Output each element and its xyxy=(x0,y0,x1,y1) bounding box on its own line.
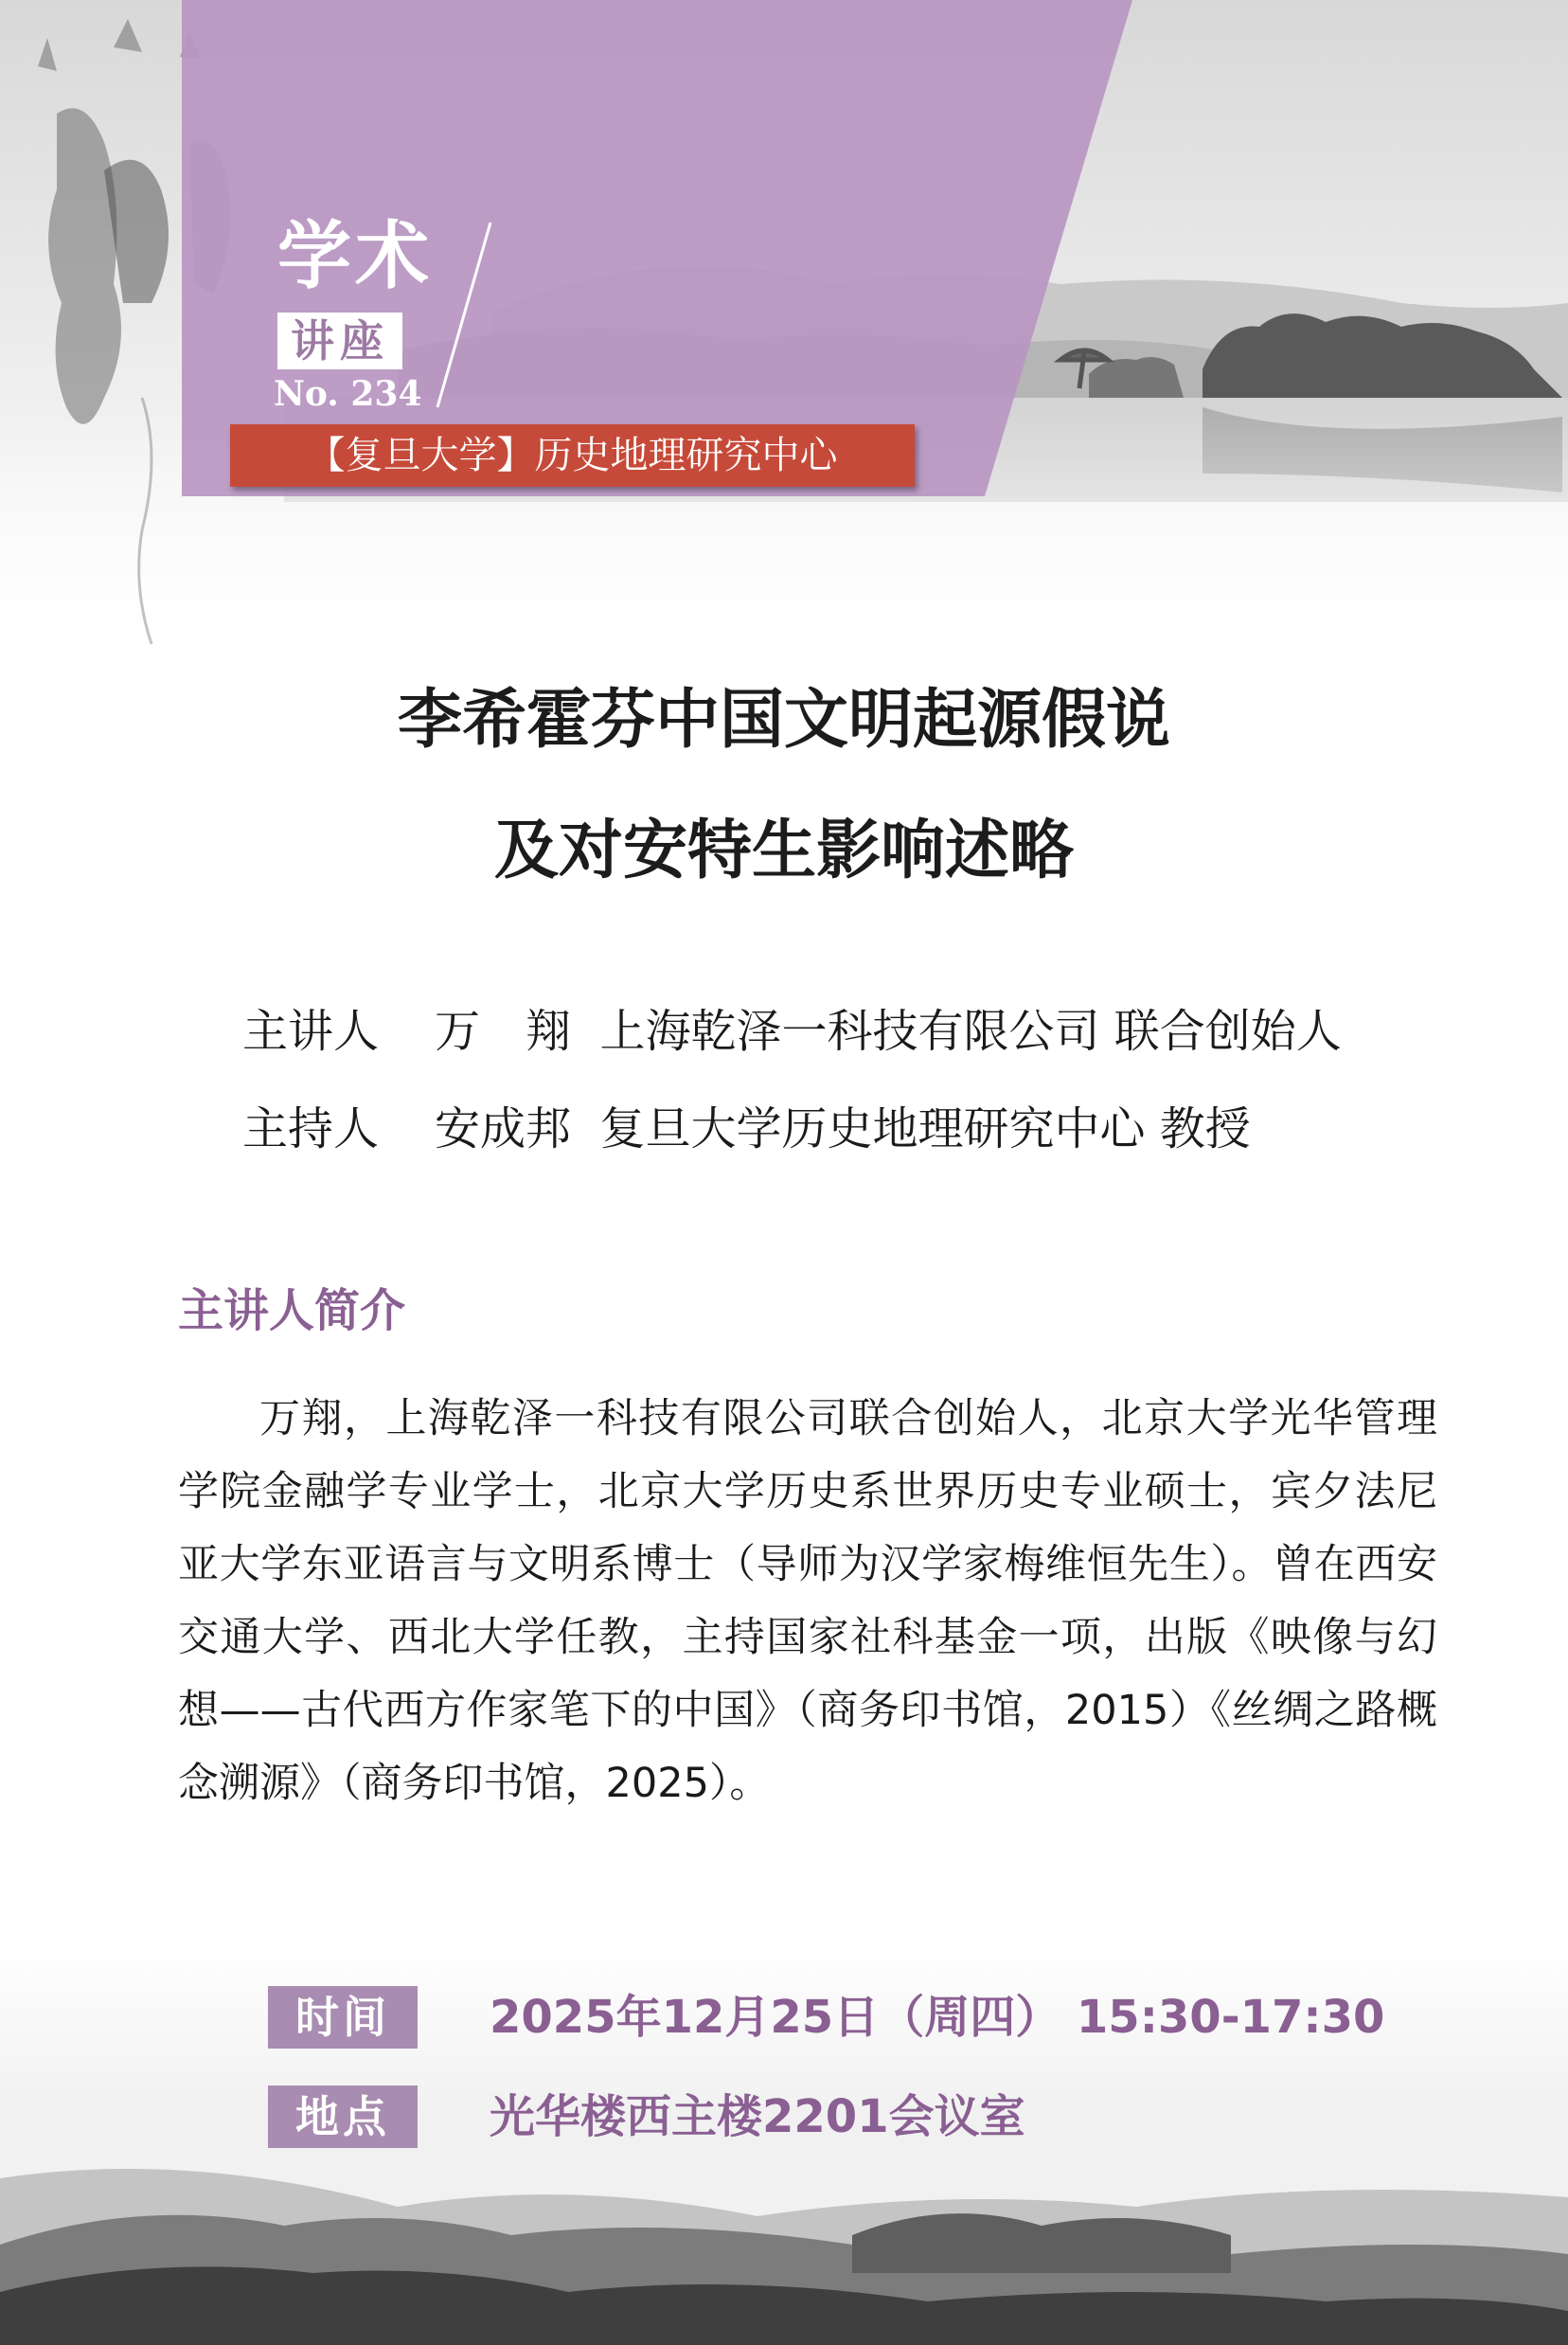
speaker-role: 主讲人 xyxy=(242,1005,380,1058)
bio-heading: 主讲人简介 xyxy=(178,1284,406,1337)
time-label: 时间 xyxy=(268,1986,418,2049)
series-subtitle: 讲座 xyxy=(277,313,402,369)
host-role: 主持人 xyxy=(242,1102,380,1155)
lecture-title-line-2: 及对安特生影响述略 xyxy=(493,814,1074,888)
host-name: 安成邦 xyxy=(435,1102,572,1155)
series-title: 学术 xyxy=(277,214,434,299)
speaker-affiliation: 上海乾泽一科技有限公司 联合创始人 xyxy=(599,1005,1342,1058)
place-label: 地点 xyxy=(268,2085,418,2148)
time-value: 2025年12月25日（周四） 15:30-17:30 xyxy=(490,1991,1385,2044)
speaker-row xyxy=(242,1004,1342,1059)
lecture-title-line-1: 李希霍芬中国文明起源假说 xyxy=(397,683,1170,758)
host-row xyxy=(242,1101,1251,1156)
speaker-name: 万 翔 xyxy=(435,1005,572,1058)
place-value: 光华楼西主楼2201会议室 xyxy=(490,2090,1025,2143)
bio-paragraph: 万翔，上海乾泽一科技有限公司联合创始人，北京大学光华管理学院金融学专业学士，北京大学历史系世界历史专业硕士，宾夕法尼亚大学东亚语言与文明系博士（导师为汉学家梅维恒先生）。曾在西安交通大学、西北大学任教，主持国家社科基金一项，出版《映像与幻想——古代西方作家笔下的中国》（商务印书馆，2015）《丝绸之路概念溯源》（商务印书馆，2025）。 xyxy=(178,1395,1437,1807)
host-affiliation: 复旦大学历史地理研究中心 教授 xyxy=(599,1102,1251,1155)
organizer-banner: 【复旦大学】历史地理研究中心 xyxy=(230,424,915,487)
lecture-number: No. 234 xyxy=(274,374,422,414)
